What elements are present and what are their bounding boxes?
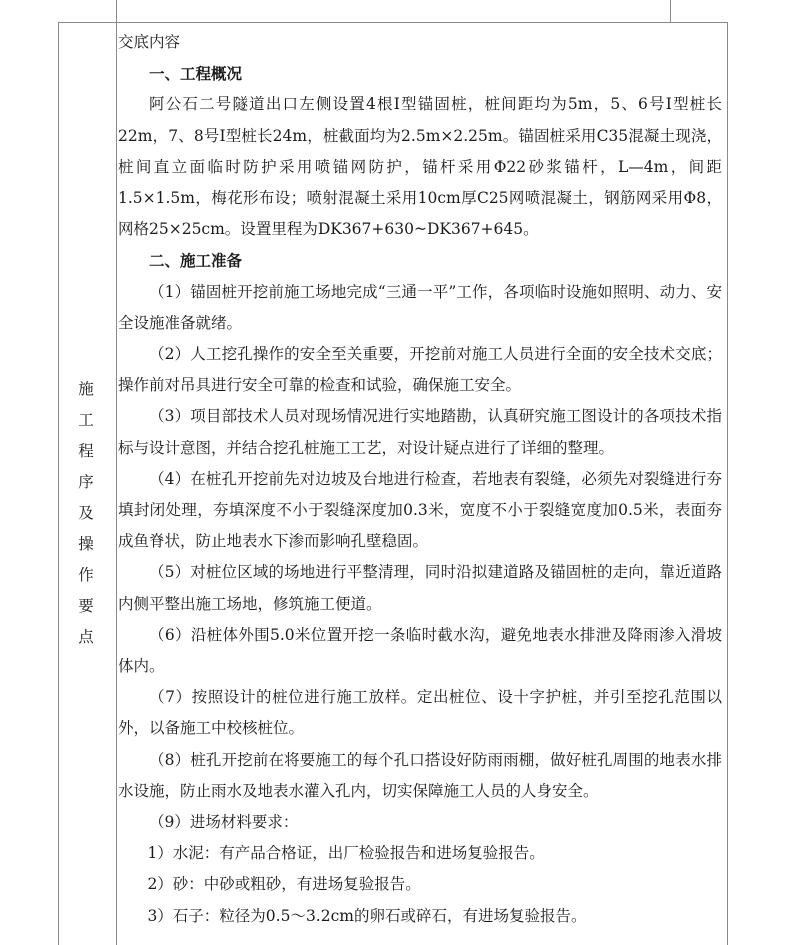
section-title-preparation: 二、施工准备: [149, 251, 243, 271]
preparation-item-3: （3）项目部技术人员对现场情况进行实地踏勘，认真研究施工图设计的各项技术指标与设计意图，并结合挖孔桩施工工艺，对设计疑点进行了详细的整理。: [118, 407, 722, 457]
side-label-char: 及: [78, 504, 94, 522]
preparation-item-5: （5）对桩位区域的场地进行平整清理，同时沿拟建道路及锚固桩的走向，靠近道路内侧平整出施工场地，修筑施工便道。: [118, 563, 722, 613]
preparation-item-6: （6）沿桩体外围5.0米位置开挖一条临时截水沟，避免地表水排泄及降雨渗入滑坡体内。: [118, 625, 722, 676]
table-right-border: [727, 22, 728, 945]
material-item-stone: 3）石子：粒径为0.5～3.2cm的卵石或碎石，有进场复验报告。: [147, 906, 587, 925]
material-item-cement: 1）水泥：有产品合格证，出厂检验报告和进场复验报告。: [147, 844, 545, 863]
table-top-border: [58, 22, 728, 23]
preparation-item-9: （9）进场材料要求：: [149, 813, 299, 832]
side-label-char: 施: [78, 380, 94, 398]
side-label-char: 工: [78, 411, 94, 429]
preparation-item-1: （1）锚固桩开挖前施工场地完成“三通一平”工作，各项临时设施如照明、动力、安全设施准备就绪。: [118, 282, 722, 332]
section-title-overview: 一、工程概况: [149, 64, 243, 84]
side-label-char: 序: [78, 473, 94, 491]
preparation-item-8: （8）桩孔开挖前在将要施工的每个孔口搭设好防雨雨棚，做好桩孔周围的地表水排水设施，防止雨水及地表水灌入孔内，切实保障施工人员的人身安全。: [118, 750, 722, 800]
top-stub-right: [670, 0, 671, 22]
material-item-sand: 2）砂：中砂或粗砂，有进场复验报告。: [147, 875, 421, 894]
preparation-item-4: （4）在桩孔开挖前先对边坡及台地进行检查，若地表有裂缝，必须先对裂缝进行夯填封闭处理，夯填深度不小于裂缝深度加0.3米，宽度不小于裂缝宽度加0.5米，表面夯成鱼脊状，防止地表水下渗而影响孔壁稳固。: [118, 469, 722, 551]
side-label-char: 操: [78, 535, 94, 553]
side-label-char: 作: [78, 566, 94, 584]
column-divider: [116, 22, 117, 945]
preparation-item-2: （2）人工挖孔操作的安全至关重要，开挖前对施工人员进行全面的安全技术交底；操作前对吊具进行安全可靠的检查和试验，确保施工安全。: [118, 345, 722, 395]
side-label-char: 点: [78, 628, 94, 646]
side-label-char: 程: [78, 442, 94, 460]
overview-paragraph: 阿公石二号隧道出口左侧设置4根Ⅰ型锚固桩，桩间距均为5m，5、6号Ⅰ型桩长22m，7、8号Ⅰ型桩长24m，桩截面均为2.5m×2.25m。锚固桩采用C35混凝土现浇，桩间直立面临时防护采用喷锚网防护，锚杆采用Φ22砂浆锚杆，L—4m，间距1.5×1.5m，梅花形布设；喷射混凝土采用10cm厚C25网喷混凝土，钢筋网采用Φ8，网格25×25cm。设置里程为DK367+630~DK367+645。: [118, 95, 722, 239]
top-stub-left: [116, 0, 117, 22]
side-label-cell: [58, 22, 114, 945]
content-cell: [118, 27, 722, 932]
side-label: [58, 374, 114, 653]
content-header: 交底内容: [118, 33, 181, 51]
preparation-item-7: （7）按照设计的桩位进行施工放样。定出桩位、设十字护桩，并引至挖孔范围以外，以备施工中校核桩位。: [118, 688, 722, 738]
side-label-char: 要: [78, 597, 94, 615]
